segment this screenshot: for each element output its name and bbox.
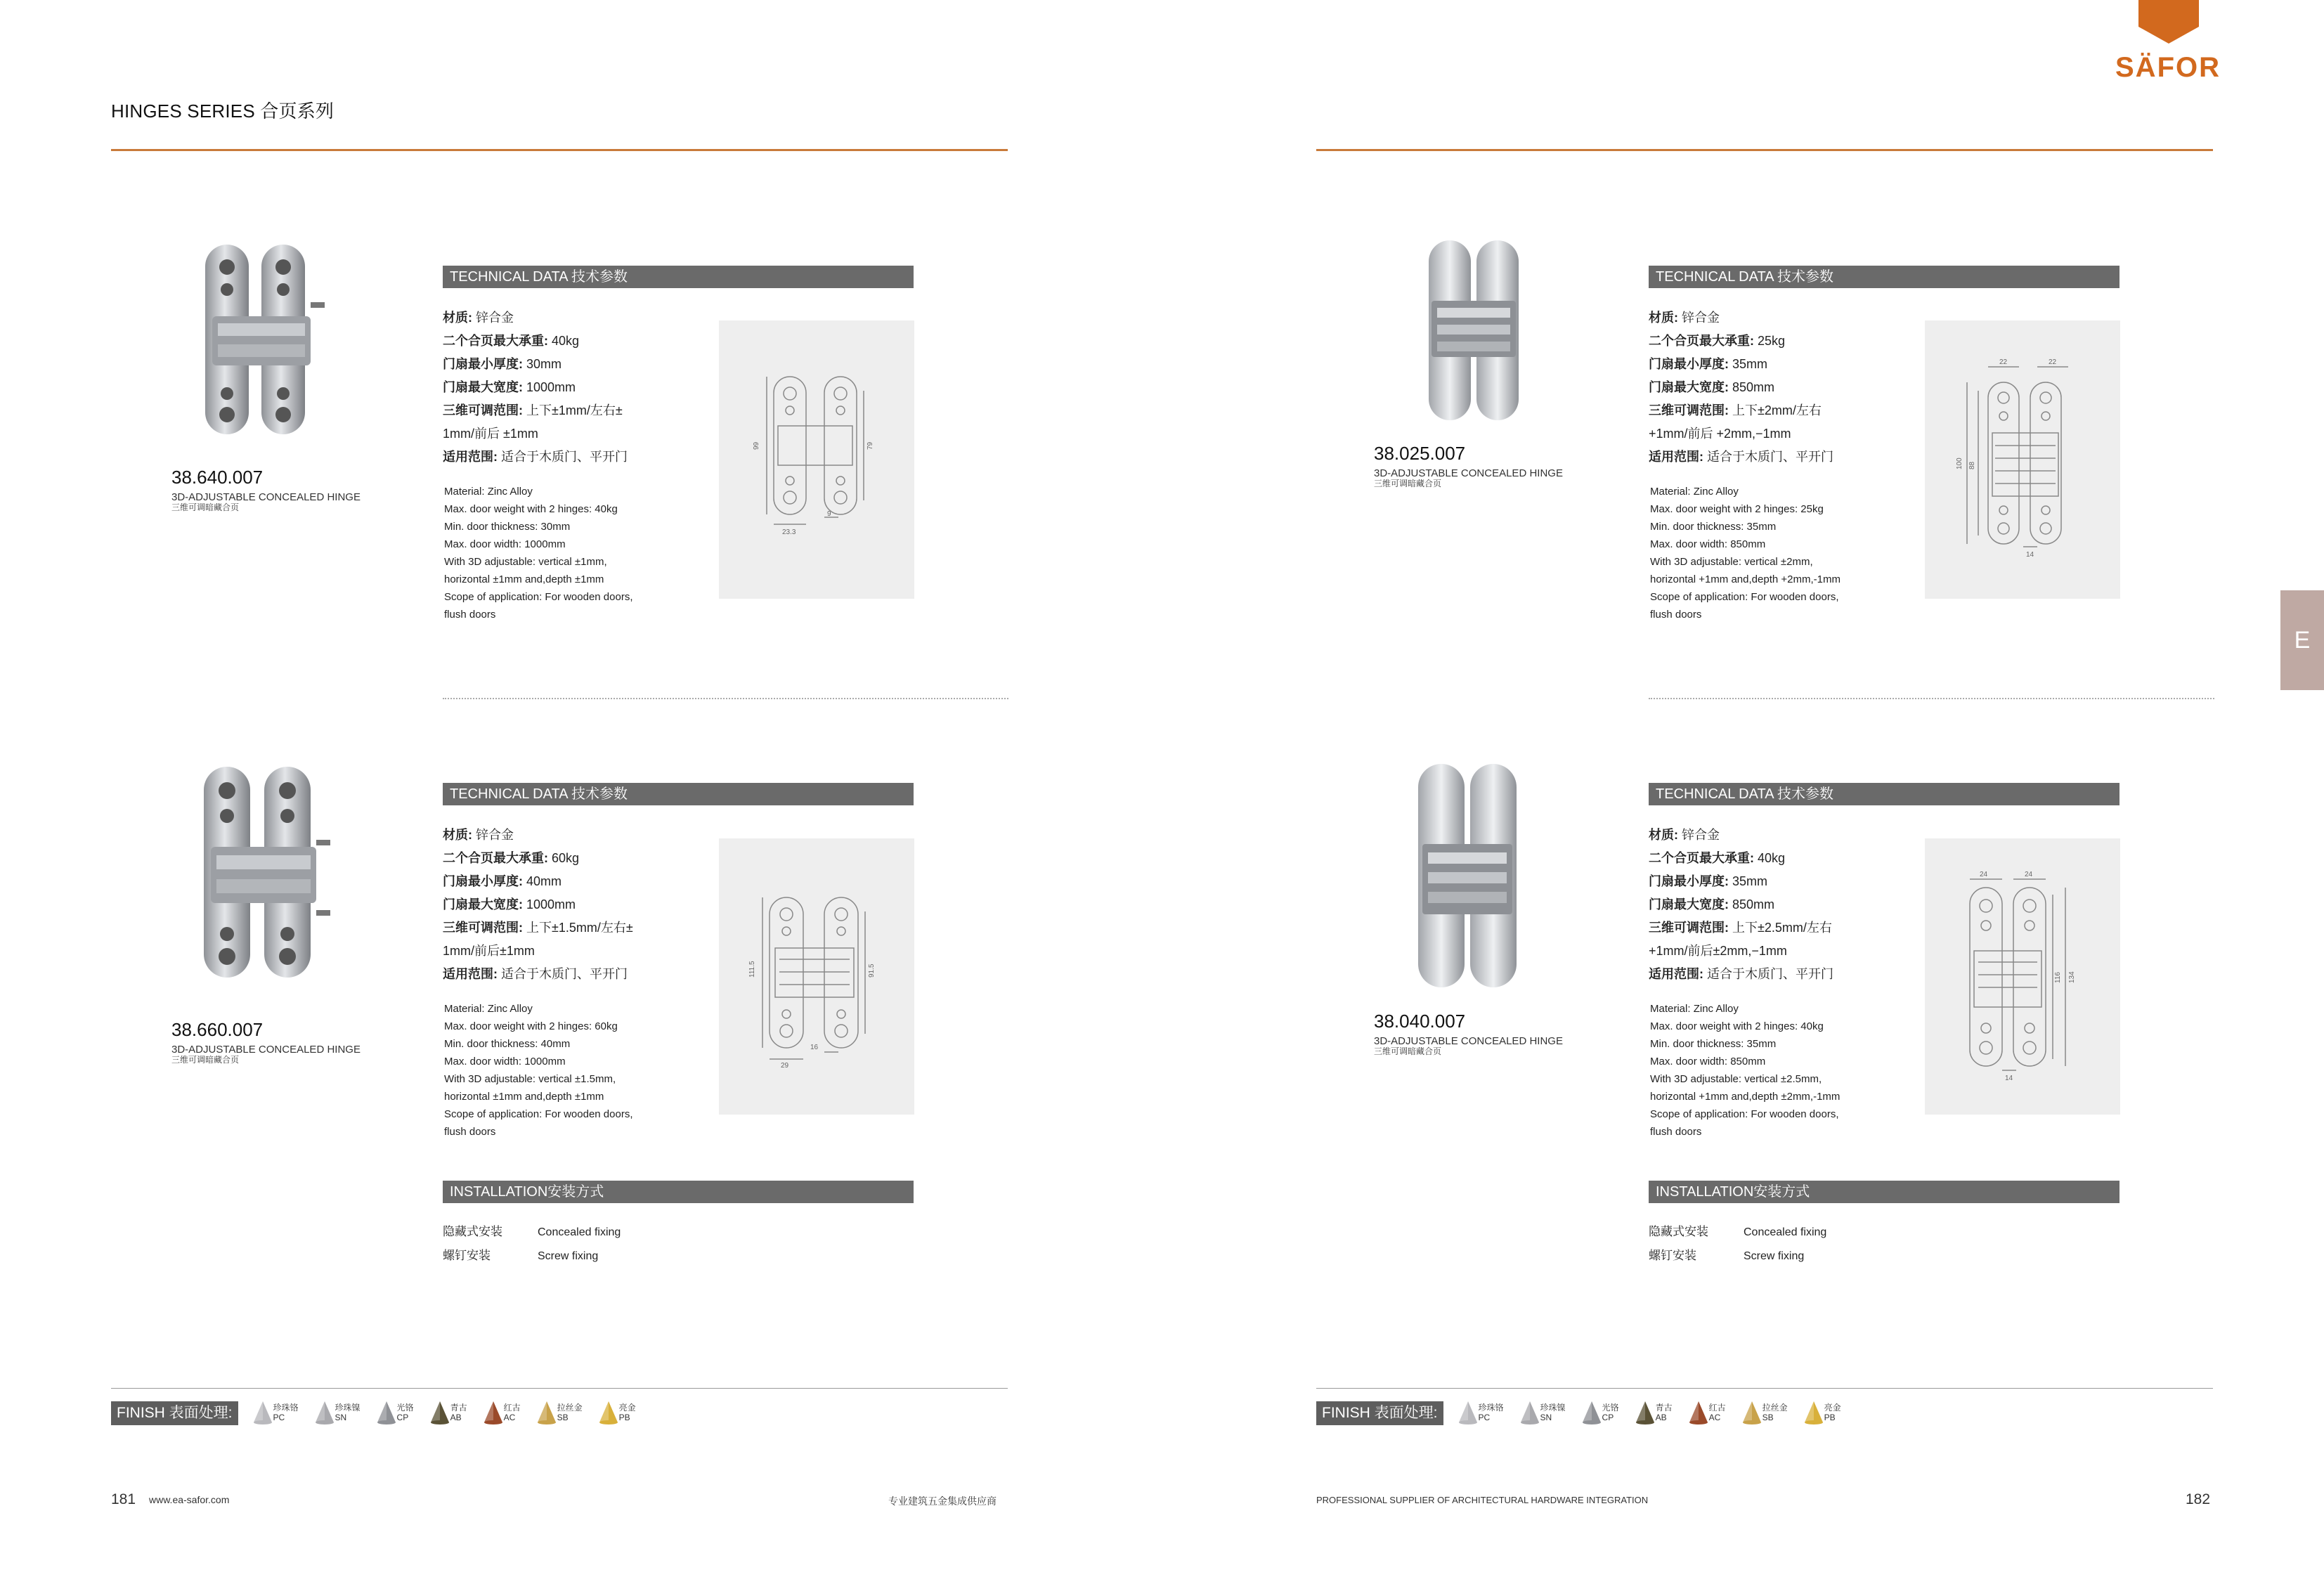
spec-cn-list bbox=[1649, 306, 1881, 469]
finish-cone-icon bbox=[1636, 1401, 1654, 1425]
spec-cn-row: 适用范围: 适合于木质门、平开门 bbox=[443, 967, 628, 981]
finish-swatch bbox=[538, 1401, 583, 1425]
spec-cn-row: 门扇最小厚度: 35mm bbox=[1649, 874, 1768, 888]
website-link[interactable]: www.ea-safor.com bbox=[149, 1494, 230, 1505]
product-name-cn: 三维可调暗藏合页 bbox=[171, 502, 240, 512]
product-name-cn: 三维可调暗藏合页 bbox=[171, 1055, 240, 1065]
spec-en-row: Max. door width: 850mm bbox=[1650, 1056, 1766, 1067]
spec-cn-row: 三维可调范围: 上下±1.5mm/左右± bbox=[443, 921, 633, 935]
finish-cn: 光铬 bbox=[396, 1403, 414, 1413]
dim-label: 116 bbox=[2054, 972, 2062, 983]
spec-en-row: horizontal ±1mm and,depth ±1mm bbox=[444, 1091, 604, 1103]
finish-code: SB bbox=[1762, 1413, 1774, 1422]
tech-data-bar: TECHNICAL DATA 技术参数 bbox=[443, 783, 914, 805]
finish-row-left bbox=[111, 1401, 653, 1425]
spec-en-row: horizontal +1mm and,depth +2mm,-1mm bbox=[1650, 573, 1841, 585]
dim-label: 99 bbox=[753, 441, 760, 450]
finish-code: SB bbox=[557, 1413, 569, 1422]
spec-en-row: flush doors bbox=[444, 1126, 496, 1138]
finish-code: AC bbox=[503, 1413, 516, 1422]
spec-en-row: With 3D adjustable: vertical ±1.5mm, bbox=[444, 1073, 616, 1085]
technical-drawing bbox=[1925, 838, 2120, 1115]
spec-en-row: With 3D adjustable: vertical ±1mm, bbox=[444, 556, 607, 568]
spec-en-row: flush doors bbox=[1650, 609, 1702, 621]
product-code: 38.025.007 bbox=[1374, 443, 1466, 464]
spec-en-row: Max. door weight with 2 hinges: 25kg bbox=[1650, 503, 1824, 515]
installation-row: 螺钉安装 Screw fixing bbox=[443, 1249, 599, 1262]
tech-data-bar: TECHNICAL DATA 技术参数 bbox=[1649, 266, 2119, 288]
spec-en-row: Material: Zinc Alloy bbox=[1650, 486, 1739, 498]
product-photo bbox=[190, 762, 358, 987]
product-code: 38.640.007 bbox=[171, 467, 264, 488]
finish-swatch bbox=[1743, 1401, 1788, 1425]
finish-cn: 青古 bbox=[1655, 1403, 1673, 1413]
product-name-cn: 三维可调暗藏合页 bbox=[1374, 479, 1442, 488]
finish-swatch-list bbox=[254, 1401, 653, 1425]
spec-cn-row: 适用范围: 适合于木质门、平开门 bbox=[443, 450, 628, 464]
spec-en-row: horizontal ±1mm and,depth ±1mm bbox=[444, 573, 604, 585]
dim-label: 88 bbox=[1968, 461, 1976, 469]
spec-en-row: Min. door thickness: 30mm bbox=[444, 521, 571, 533]
finish-rule-right bbox=[1316, 1388, 2213, 1389]
dim-label: 24 bbox=[1980, 871, 1988, 878]
finish-cone-icon bbox=[1689, 1401, 1708, 1425]
spec-en-row: Max. door width: 1000mm bbox=[444, 538, 566, 550]
spec-cn-row: 材质: 锌合金 bbox=[1649, 311, 1720, 325]
page-title: HINGES SERIES 合页系列 bbox=[111, 100, 335, 122]
product-name-en: 3D-ADJUSTABLE CONCEALED HINGE bbox=[1374, 467, 1563, 479]
installation-row: 隐藏式安装 Concealed fixing bbox=[443, 1225, 621, 1238]
finish-swatch bbox=[1689, 1401, 1726, 1425]
spec-cn-row: 门扇最小厚度: 40mm bbox=[443, 874, 562, 888]
spec-cn-list bbox=[443, 824, 675, 986]
spec-cn-row: 材质: 锌合金 bbox=[443, 311, 514, 325]
dim-label: 23.3 bbox=[782, 528, 796, 536]
spec-en-list bbox=[444, 483, 676, 623]
finish-swatch bbox=[484, 1401, 521, 1425]
finish-cn: 拉丝金 bbox=[1762, 1403, 1788, 1413]
spec-cn-row: 门扇最大宽度: 1000mm bbox=[443, 380, 576, 394]
dim-label: 79 bbox=[866, 441, 874, 450]
header-rule-right bbox=[1316, 149, 2213, 151]
spec-en-row: Min. door thickness: 35mm bbox=[1650, 1038, 1777, 1050]
header-rule-left bbox=[111, 149, 1008, 151]
finish-cone-icon bbox=[377, 1401, 396, 1425]
finish-cn: 亮金 bbox=[618, 1403, 636, 1413]
spec-en-row: horizontal +1mm and,depth ±2mm,-1mm bbox=[1650, 1091, 1841, 1103]
finish-cone-icon bbox=[1743, 1401, 1761, 1425]
product-name-en: 3D-ADJUSTABLE CONCEALED HINGE bbox=[1374, 1035, 1563, 1047]
dim-label: 91.5 bbox=[868, 963, 876, 978]
spec-en-row: Max. door width: 850mm bbox=[1650, 538, 1766, 550]
dim-label: 14 bbox=[2026, 551, 2034, 559]
installation-bar: INSTALLATION安装方式 bbox=[1649, 1181, 2119, 1203]
finish-swatch bbox=[1521, 1401, 1566, 1425]
brand-badge-icon bbox=[2138, 0, 2199, 44]
section-divider bbox=[443, 698, 1008, 699]
spec-cn-row: +1mm/前后±2mm,−1mm bbox=[1649, 944, 1787, 958]
spec-cn-row: 二个合页最大承重: 25kg bbox=[1649, 334, 1786, 348]
spec-en-row: flush doors bbox=[1650, 1126, 1702, 1138]
finish-code: PB bbox=[618, 1413, 630, 1422]
spec-cn-row: 门扇最大宽度: 1000mm bbox=[443, 897, 576, 911]
dim-label: 24 bbox=[2025, 871, 2033, 878]
finish-cone-icon bbox=[599, 1401, 618, 1425]
finish-cn: 青古 bbox=[450, 1403, 467, 1413]
spec-cn-list bbox=[443, 306, 675, 469]
finish-code: AB bbox=[450, 1413, 462, 1422]
finish-cn: 红古 bbox=[1708, 1403, 1726, 1413]
spec-cn-row: 二个合页最大承重: 40kg bbox=[443, 334, 580, 348]
finish-swatch bbox=[1583, 1401, 1619, 1425]
technical-drawing bbox=[719, 838, 914, 1115]
finish-code: SN bbox=[1540, 1413, 1552, 1422]
spec-en-list bbox=[1650, 1000, 1882, 1141]
product-code: 38.040.007 bbox=[1374, 1011, 1466, 1032]
product-photo bbox=[1423, 239, 1543, 422]
tech-data-bar: TECHNICAL DATA 技术参数 bbox=[1649, 783, 2119, 805]
spec-en-row: Max. door weight with 2 hinges: 40kg bbox=[1650, 1020, 1824, 1032]
product-photo bbox=[1413, 762, 1539, 991]
product-name-cn: 三维可调暗藏合页 bbox=[1374, 1046, 1442, 1056]
dim-label: 22 bbox=[2049, 358, 2057, 366]
finish-cone-icon bbox=[1805, 1401, 1823, 1425]
spec-cn-row: 三维可调范围: 上下±2.5mm/左右 bbox=[1649, 921, 1832, 935]
spec-cn-row: 材质: 锌合金 bbox=[1649, 828, 1720, 842]
spec-en-row: Scope of application: For wooden doors, bbox=[1650, 1108, 1839, 1120]
installation-list bbox=[1649, 1220, 1826, 1268]
spec-en-row: With 3D adjustable: vertical ±2.5mm, bbox=[1650, 1073, 1822, 1085]
finish-swatch bbox=[431, 1401, 467, 1425]
finish-cn: 珍珠铬 bbox=[273, 1403, 299, 1413]
dim-label: 16 bbox=[810, 1044, 819, 1051]
dim-label: 111.5 bbox=[748, 961, 756, 978]
technical-drawing bbox=[1925, 320, 2120, 599]
spec-en-row: Min. door thickness: 40mm bbox=[444, 1038, 571, 1050]
spec-cn-row: 1mm/前后±1mm bbox=[443, 944, 535, 958]
spec-cn-list bbox=[1649, 824, 1881, 986]
spec-cn-row: 三维可调范围: 上下±1mm/左右± bbox=[443, 403, 623, 417]
page-number-left: 181 bbox=[111, 1491, 136, 1507]
finish-code: AC bbox=[1708, 1413, 1721, 1422]
finish-cone-icon bbox=[254, 1401, 272, 1425]
spec-en-row: Max. door weight with 2 hinges: 40kg bbox=[444, 503, 618, 515]
finish-code: CP bbox=[396, 1413, 409, 1422]
spec-cn-row: 门扇最小厚度: 30mm bbox=[443, 357, 562, 371]
finish-code: CP bbox=[1602, 1413, 1614, 1422]
technical-drawing bbox=[719, 320, 914, 599]
spec-en-list bbox=[1650, 483, 1882, 623]
spec-en-row: Max. door weight with 2 hinges: 60kg bbox=[444, 1020, 618, 1032]
spec-cn-row: 门扇最小厚度: 35mm bbox=[1649, 357, 1768, 371]
dim-label: 22 bbox=[1999, 358, 2008, 366]
finish-swatch bbox=[316, 1401, 361, 1425]
product-code: 38.660.007 bbox=[171, 1019, 264, 1040]
supplier-en: PROFESSIONAL SUPPLIER OF ARCHITECTURAL HARDWARE INTEGRATION bbox=[1316, 1495, 1649, 1505]
spec-cn-row: 门扇最大宽度: 850mm bbox=[1649, 380, 1775, 394]
section-tab[interactable]: E bbox=[2280, 590, 2324, 690]
finish-swatch bbox=[599, 1401, 636, 1425]
supplier-cn: 专业建筑五金集成供应商 bbox=[888, 1495, 997, 1507]
finish-code: PC bbox=[273, 1413, 285, 1422]
spec-en-row: With 3D adjustable: vertical ±2mm, bbox=[1650, 556, 1813, 568]
finish-code: PB bbox=[1824, 1413, 1836, 1422]
finish-swatch bbox=[1636, 1401, 1673, 1425]
finish-swatch bbox=[377, 1401, 414, 1425]
finish-swatch-list bbox=[1459, 1401, 1858, 1425]
finish-row-right bbox=[1316, 1401, 1858, 1425]
finish-cone-icon bbox=[1459, 1401, 1477, 1425]
spec-cn-row: +1mm/前后 +2mm,−1mm bbox=[1649, 427, 1791, 441]
product-name-en: 3D-ADJUSTABLE CONCEALED HINGE bbox=[171, 491, 361, 503]
finish-cone-icon bbox=[1521, 1401, 1539, 1425]
spec-en-list bbox=[444, 1000, 676, 1141]
spec-cn-row: 三维可调范围: 上下±2mm/左右 bbox=[1649, 403, 1822, 417]
installation-row: 隐藏式安装 Concealed fixing bbox=[1649, 1225, 1827, 1238]
finish-label: FINISH 表面处理: bbox=[1316, 1401, 1443, 1425]
spec-en-row: Material: Zinc Alloy bbox=[1650, 1003, 1739, 1015]
spec-en-row: Max. door width: 1000mm bbox=[444, 1056, 566, 1067]
spec-cn-row: 门扇最大宽度: 850mm bbox=[1649, 897, 1775, 911]
finish-cn: 亮金 bbox=[1824, 1403, 1841, 1413]
finish-swatch bbox=[1805, 1401, 1841, 1425]
dim-label: 29 bbox=[781, 1062, 789, 1070]
installation-list bbox=[443, 1220, 621, 1268]
finish-cone-icon bbox=[431, 1401, 449, 1425]
finish-cn: 光铬 bbox=[1602, 1403, 1619, 1413]
finish-code: AB bbox=[1655, 1413, 1667, 1422]
spec-cn-row: 材质: 锌合金 bbox=[443, 828, 514, 842]
spec-en-row: flush doors bbox=[444, 609, 496, 621]
finish-cn: 珍珠镍 bbox=[335, 1403, 361, 1413]
product-name-en: 3D-ADJUSTABLE CONCEALED HINGE bbox=[171, 1044, 361, 1056]
dim-label: 9 bbox=[827, 510, 831, 518]
spec-en-row: Scope of application: For wooden doors, bbox=[444, 591, 633, 603]
finish-cone-icon bbox=[538, 1401, 556, 1425]
product-photo bbox=[190, 239, 351, 443]
spec-en-row: Material: Zinc Alloy bbox=[444, 486, 533, 498]
tech-data-bar: TECHNICAL DATA 技术参数 bbox=[443, 266, 914, 288]
finish-cn: 珍珠镍 bbox=[1540, 1403, 1566, 1413]
spec-en-row: Material: Zinc Alloy bbox=[444, 1003, 533, 1015]
brand-logo: SÄFOR bbox=[2115, 52, 2221, 83]
finish-cone-icon bbox=[316, 1401, 334, 1425]
finish-code: SN bbox=[335, 1413, 347, 1422]
finish-swatch bbox=[254, 1401, 299, 1425]
spec-cn-row: 适用范围: 适合于木质门、平开门 bbox=[1649, 967, 1833, 981]
finish-cone-icon bbox=[1583, 1401, 1601, 1425]
spec-cn-row: 适用范围: 适合于木质门、平开门 bbox=[1649, 450, 1833, 464]
spec-en-row: Scope of application: For wooden doors, bbox=[444, 1108, 633, 1120]
dim-label: 14 bbox=[2005, 1075, 2013, 1082]
page-number-right: 182 bbox=[2186, 1491, 2211, 1507]
installation-row: 螺钉安装 Screw fixing bbox=[1649, 1249, 1805, 1262]
dim-label: 134 bbox=[2068, 971, 2076, 983]
section-divider bbox=[1649, 698, 2214, 699]
finish-rule-left bbox=[111, 1388, 1008, 1389]
spec-cn-row: 1mm/前后 ±1mm bbox=[443, 427, 538, 441]
finish-cn: 红古 bbox=[503, 1403, 521, 1413]
dim-label: 100 bbox=[1956, 457, 1963, 469]
installation-bar: INSTALLATION安装方式 bbox=[443, 1181, 914, 1203]
finish-cone-icon bbox=[484, 1401, 502, 1425]
spec-cn-row: 二个合页最大承重: 40kg bbox=[1649, 851, 1786, 865]
finish-label: FINISH 表面处理: bbox=[111, 1401, 238, 1425]
spec-cn-row: 二个合页最大承重: 60kg bbox=[443, 851, 580, 865]
finish-code: PC bbox=[1478, 1413, 1491, 1422]
finish-cn: 珍珠铬 bbox=[1478, 1403, 1504, 1413]
spec-en-row: Scope of application: For wooden doors, bbox=[1650, 591, 1839, 603]
finish-cn: 拉丝金 bbox=[557, 1403, 583, 1413]
finish-swatch bbox=[1459, 1401, 1504, 1425]
spec-en-row: Min. door thickness: 35mm bbox=[1650, 521, 1777, 533]
